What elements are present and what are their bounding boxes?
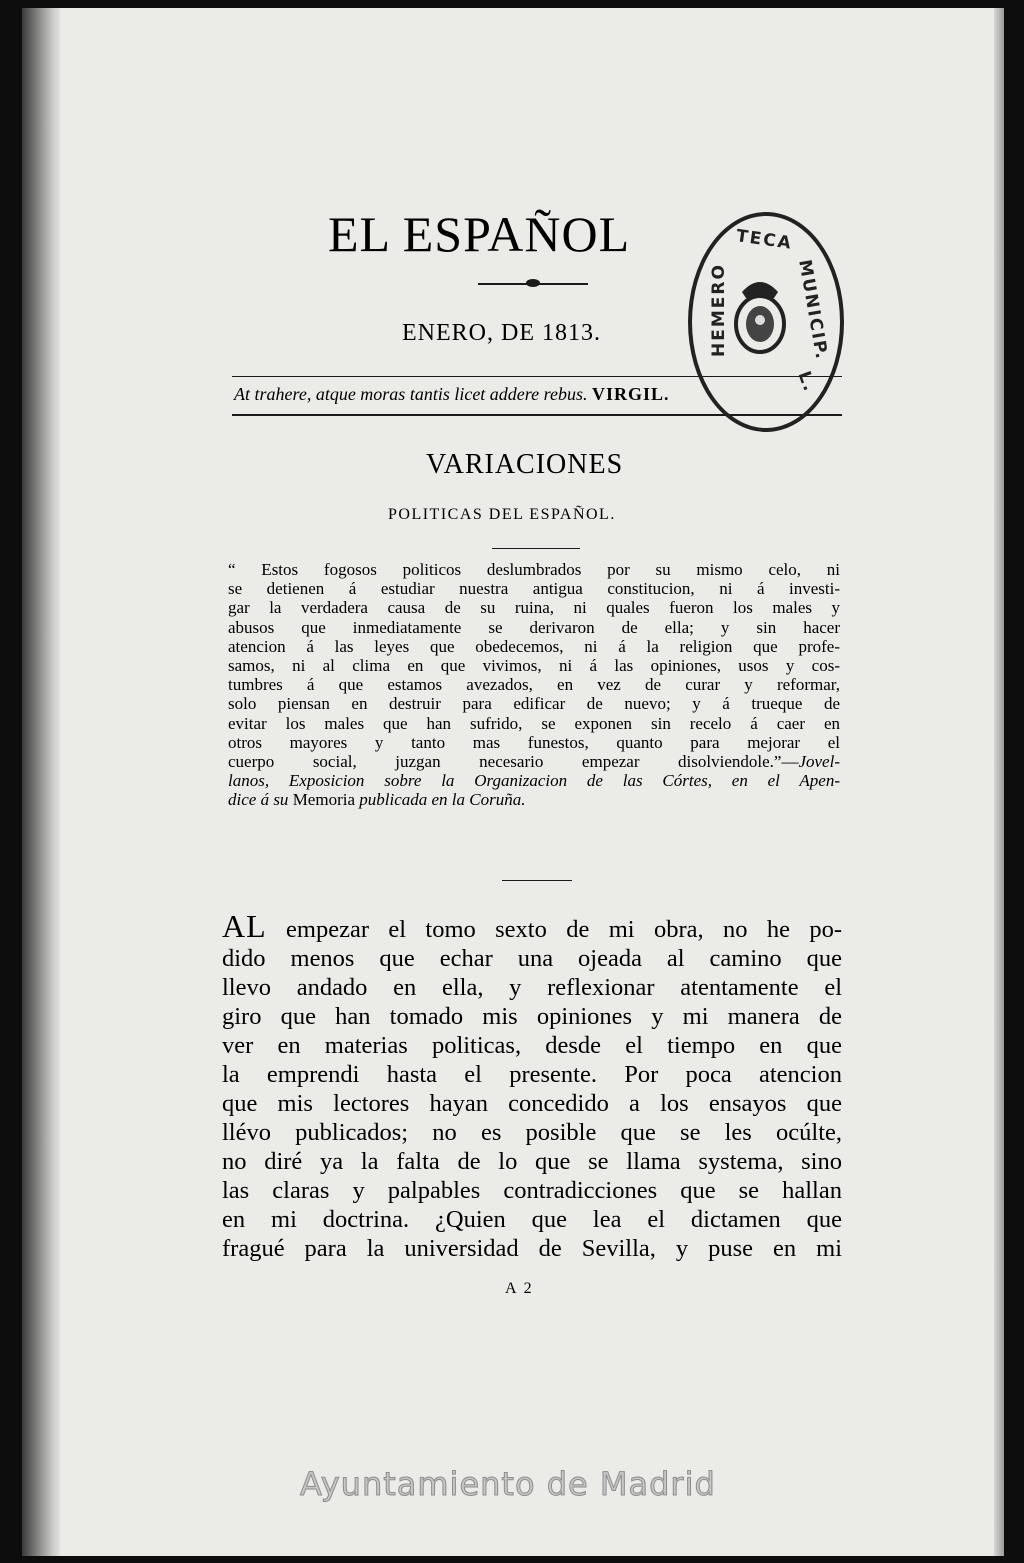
body-line: no diré ya la falta de lo que se llama systema, sino [222, 1148, 842, 1175]
body-line: giro que han tomado mis opiniones y mi manera de [222, 1003, 842, 1030]
body-line: llevo andado en ella, y reflexionar atentamente el [222, 974, 842, 1001]
quote-line: atencion á las leyes que obedecemos, ni á la religion que profe- [228, 636, 840, 656]
signature-mark: A 2 [505, 1280, 534, 1297]
coat-of-arms-icon [728, 272, 792, 358]
quote-line: se detienen á estudiar nuestra antigua constitucion, ni á investi- [228, 579, 840, 599]
citation-fragment: Memoria [292, 790, 356, 810]
book-spine [22, 8, 60, 1556]
quote-line: solo piensan en destruir para edificar de nuevo; y á trueque de [228, 694, 840, 714]
section-title: VARIACIONES [426, 449, 624, 480]
body-line: la emprendi hasta el presente. Por poca atencion [222, 1061, 842, 1088]
citation-fragment: publicada en la Coruña. [359, 790, 526, 810]
quote-line: otros mayores y tanto mas funestos, quanto para mejorar el [228, 732, 840, 752]
masthead-title: EL ESPAÑOL [328, 206, 631, 262]
body-line [222, 908, 842, 944]
body-line: fragué para la universidad de Sevilla, y puse en mi [222, 1235, 842, 1262]
body-line-text: empezar el tomo sexto de mi obra, no he po- [266, 916, 842, 943]
citation-fragment: dice á su [228, 790, 289, 810]
article-body [222, 908, 842, 1263]
quote-line-with-author [228, 752, 840, 771]
quote-line: “ Estos fogosos politicos deslumbrados por su mismo celo, ni [228, 560, 840, 579]
quote-citation: lanos, Exposicion sobre la Organizacion de las Córtes, en el Apen- [228, 771, 840, 791]
quote-rule [502, 880, 572, 881]
quote-line: samos, ni al clima en que vivimos, ni á las opiniones, usos y cos- [228, 656, 840, 676]
stamp-bottom-text: L. [793, 368, 820, 396]
issue-date: ENERO, DE 1813. [402, 320, 601, 346]
epigraph-attribution: VIRGIL. [591, 384, 670, 404]
section-rule [492, 548, 580, 549]
body-line: en mi doctrina. ¿Quien que lea el dictamen que [222, 1206, 842, 1233]
quote-line: abusos que inmediatamente se derivaron de ella; y sin hacer [228, 617, 840, 637]
quote-line: gar la verdadera causa de su ruina, ni quales fueron los males y [228, 598, 840, 618]
body-line: las claras y palpables contradicciones que se hallan [222, 1177, 842, 1204]
section-subtitle: POLITICAS DEL ESPAÑOL. [388, 506, 616, 523]
stamp-left-text: HEMERO [708, 263, 729, 357]
quote-author: Jovel- [798, 752, 840, 772]
stamp-top-text: TECA [734, 226, 794, 254]
watermark: Ayuntamiento de Madrid [300, 1465, 716, 1503]
dropcap-word: AL [222, 908, 267, 944]
quote-citation-end [228, 790, 840, 809]
quote-line: tumbres á que estamos avezados, en vez de curar y reformar, [228, 675, 840, 695]
body-line: ver en materias politicas, desde el tiempo en que [222, 1032, 842, 1059]
body-line: dido menos que echar una ojeada al camino que [222, 945, 842, 972]
body-line: llévo publicados; no es posible que se les ocúlte, [222, 1119, 842, 1146]
epigraph-text: At trahere, atque moras tantis licet addere rebus. [234, 384, 588, 404]
body-line: que mis lectores hayan concedido a los ensayos que [222, 1090, 842, 1117]
ornament-divider [478, 283, 588, 285]
stamp-right-text: MUNICIP. [794, 258, 832, 362]
quote-line: evitar los males que han sufrido, se exponen sin recelo á caer en [228, 713, 840, 733]
library-stamp [688, 212, 844, 432]
page-edge [994, 8, 1004, 1556]
epigraph-quote [228, 560, 840, 810]
quote-line: cuerpo social, juzgan necesario empezar disolviendole.”— [228, 752, 799, 772]
